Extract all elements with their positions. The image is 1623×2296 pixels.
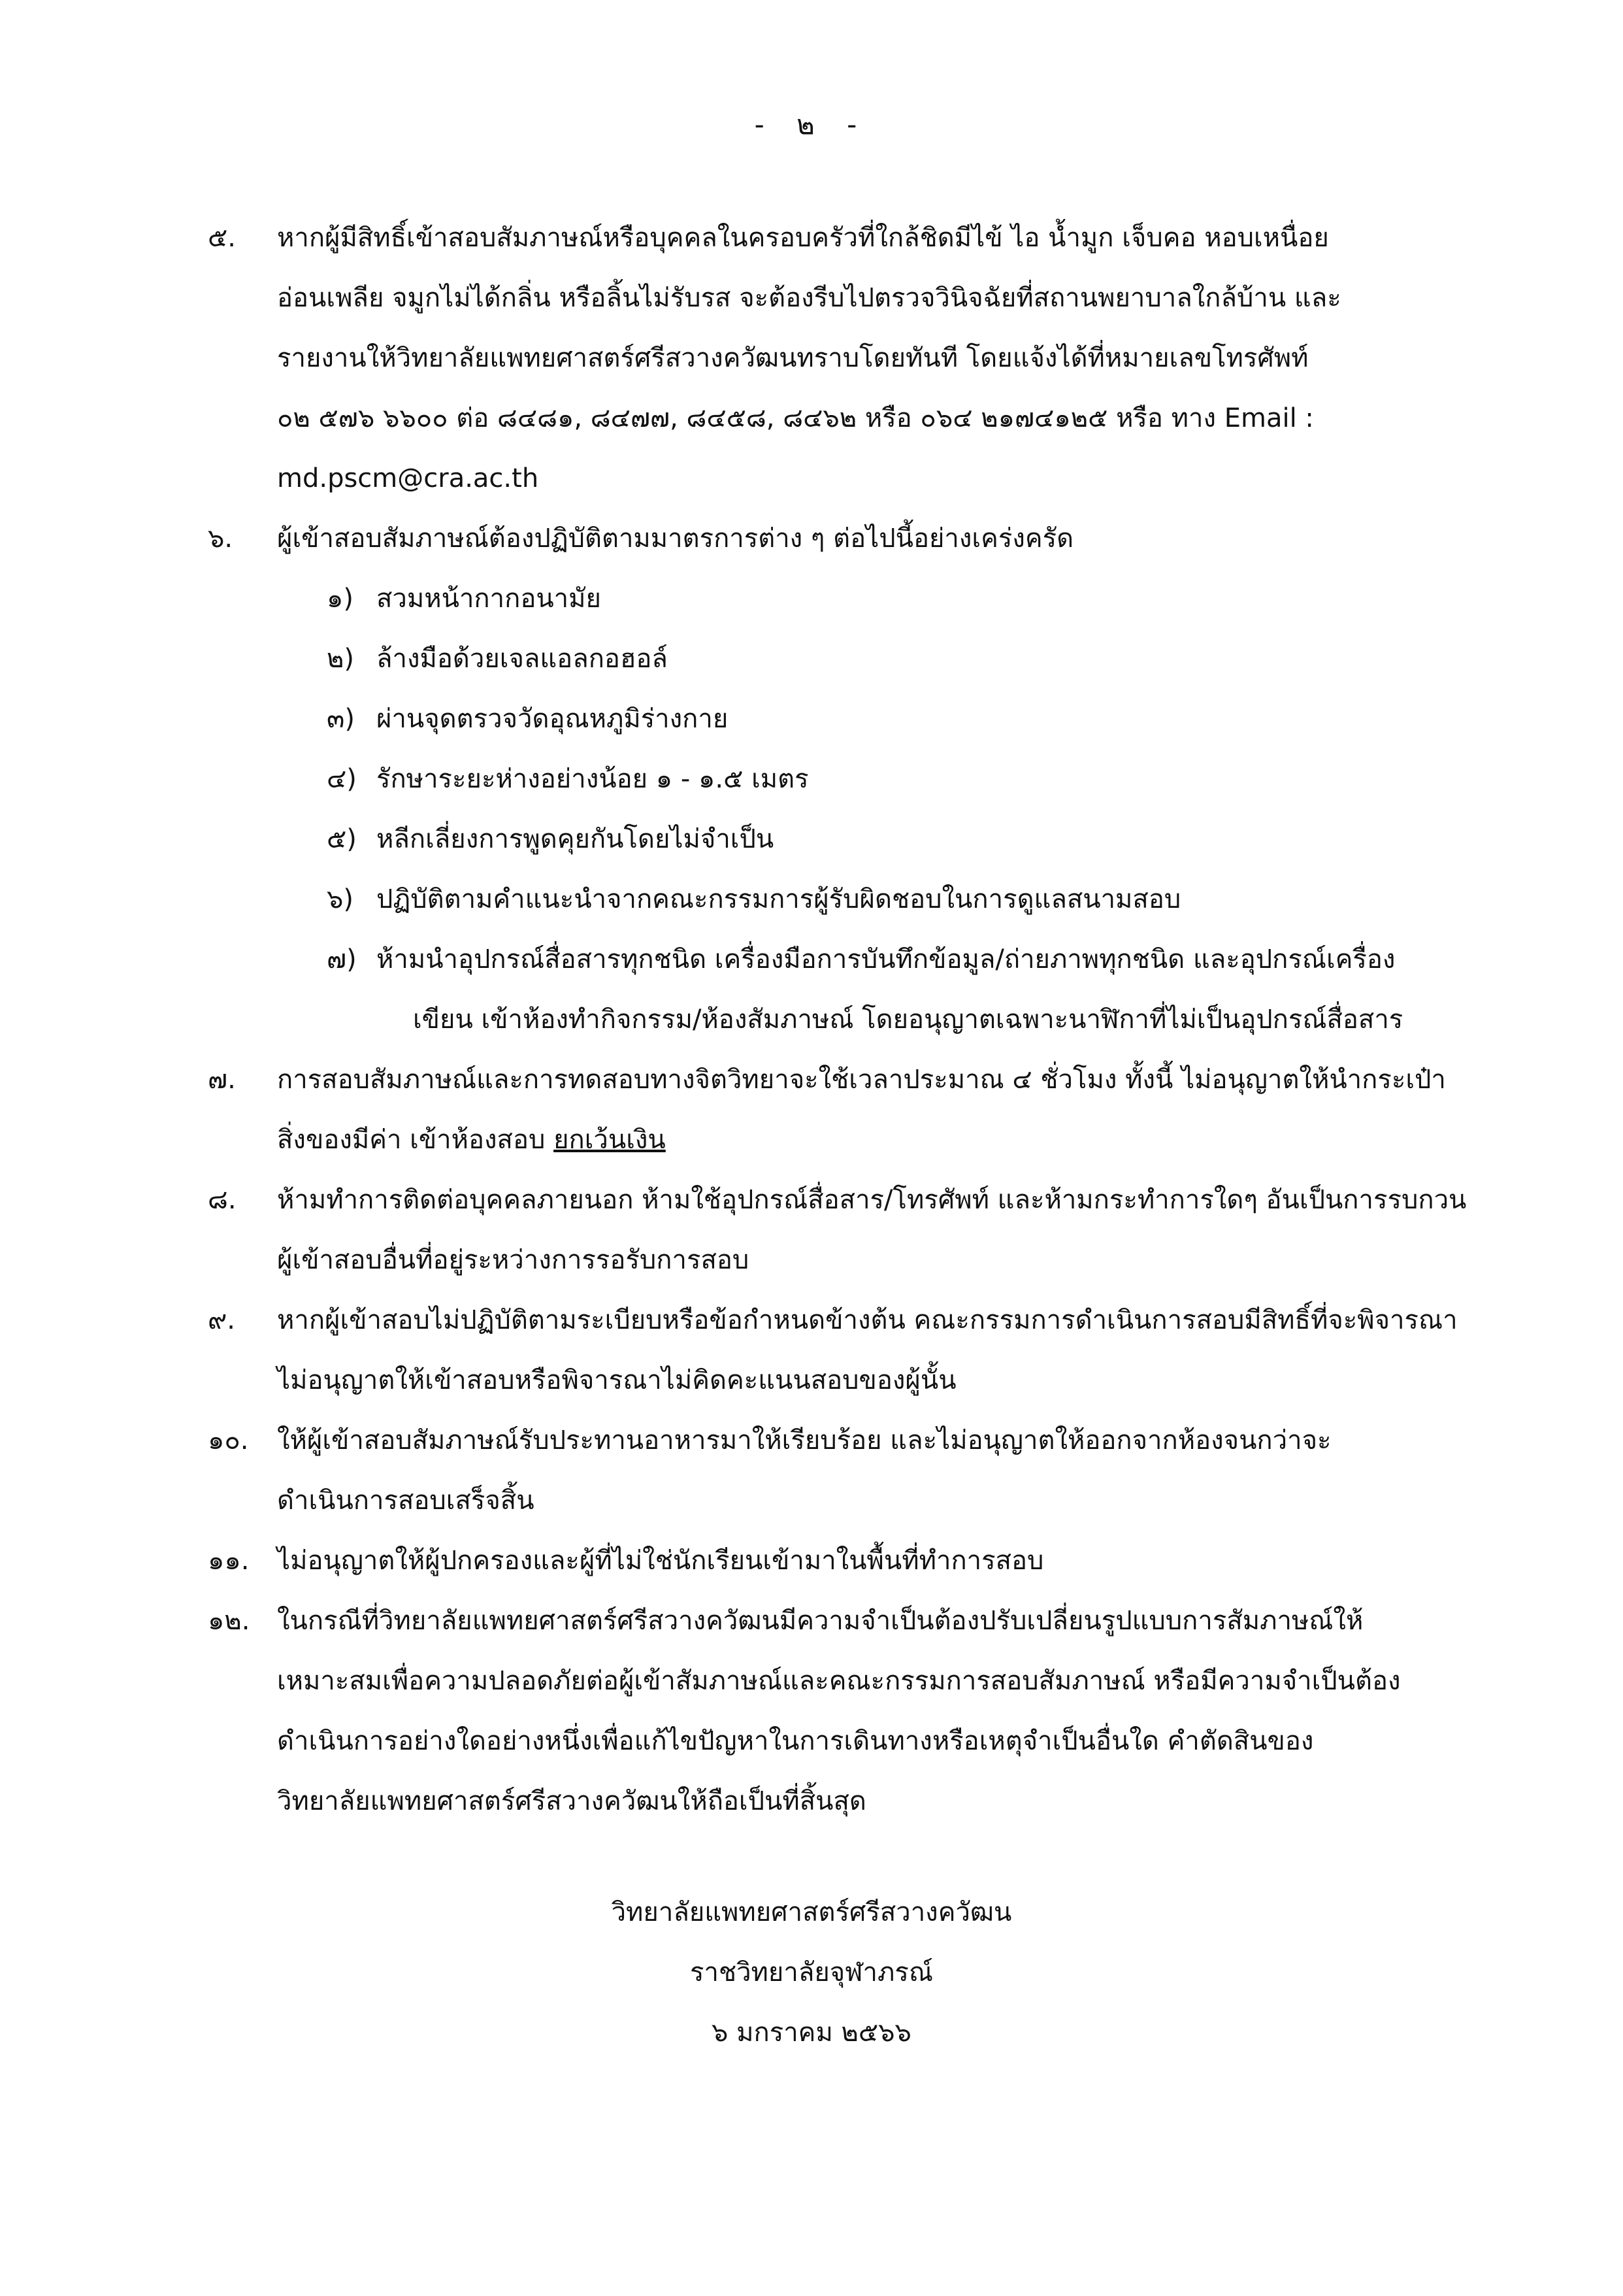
text-line: เขียน เข้าห้องทำกิจกรรม/ห้องสัมภาษณ์ โดยอนุญาตเฉพาะนาฬิกาที่ไม่เป็นอุปกรณ์สื่อสาร (413, 1005, 1403, 1035)
sub-item-1 (208, 569, 1541, 629)
item-text (277, 1591, 1541, 1831)
item-number: ๘. (208, 1185, 237, 1215)
item-text (277, 1050, 1541, 1170)
text-line: ไม่อนุญาตให้เข้าสอบหรือพิจารณาไม่คิดคะแนนสอบของผู้นั้น (277, 1365, 957, 1395)
text-line: หลีกเลี่ยงการพูดคุยกันโดยไม่จำเป็น (376, 824, 774, 854)
item-number: ๗. (208, 1065, 236, 1095)
sub-item-number: ๑) (327, 584, 353, 614)
list-item-5 (208, 208, 1541, 508)
item-text (277, 508, 1541, 569)
item-text (277, 1290, 1541, 1410)
item-text (277, 1410, 1541, 1531)
sub-item-6 (208, 869, 1541, 929)
text-segment: สิ่งของมีค่า เข้าห้องสอบ (277, 1125, 554, 1155)
parent-organization: ราชวิทยาลัยจุฬาภรณ์ (690, 1957, 933, 1988)
sub-item-2 (208, 629, 1541, 689)
text-line: ให้ผู้เข้าสอบสัมภาษณ์รับประทานอาหารมาให้เรียบร้อย และไม่อนุญาตให้ออกจากห้องจนกว่าจะ (277, 1425, 1332, 1456)
text-line: ๐๒ ๕๗๖ ๖๖๐๐ ต่อ ๘๔๘๑, ๘๔๗๗, ๘๔๕๘, ๘๔๖๒ หรือ ๐๖๔ ๒๑๗๔๑๒๕ หรือ ทาง Email : (277, 403, 1314, 433)
sub-item-7 (208, 929, 1541, 1050)
sub-item-number: ๒) (327, 644, 354, 674)
sub-item-number: ๕) (327, 824, 357, 854)
text-line (277, 1110, 1541, 1170)
list-item-12 (208, 1591, 1541, 1831)
list-item-7 (208, 1050, 1541, 1170)
text-line: สวมหน้ากากอนามัย (376, 584, 601, 614)
email-text: md.pscm@cra.ac.th (277, 463, 539, 493)
text-line: วิทยาลัยแพทยศาสตร์ศรีสวางควัฒนให้ถือเป็นที่สิ้นสุด (277, 1786, 866, 1816)
item-number: ๑๑. (208, 1546, 250, 1576)
text-line: อ่อนเพลีย จมูกไม่ได้กลิ่น หรือลิ้นไม่รับรส จะต้องรีบไปตรวจวินิจฉัยที่สถานพยาบาลใกล้บ้าน และ (277, 283, 1341, 313)
sub-item-5 (208, 809, 1541, 869)
list-item-10 (208, 1410, 1541, 1531)
text-line: ในกรณีที่วิทยาลัยแพทยศาสตร์ศรีสวางควัฒนมีความจำเป็นต้องปรับเปลี่ยนรูปแบบการสัมภาษณ์ให้ (277, 1606, 1364, 1636)
document-date: ๖ มกราคม ๒๕๖๖ (712, 2018, 911, 2048)
item-number: ๙. (208, 1305, 236, 1335)
text-line: ดำเนินการสอบเสร็จสิ้น (277, 1486, 534, 1516)
list-item-6 (208, 508, 1541, 569)
text-line: ดำเนินการอย่างใดอย่างหนึ่งเพื่อแก้ไขปัญหาในการเดินทางหรือเหตุจำเป็นอื่นใด คำตัดสินของ (277, 1726, 1314, 1756)
signature-block (0, 1882, 1623, 2063)
list-item-11 (208, 1531, 1541, 1591)
sub-item-number: ๔) (327, 764, 357, 794)
sub-item-number: ๖) (327, 884, 353, 914)
underlined-text: ยกเว้นเงิน (553, 1125, 666, 1155)
document-body (208, 208, 1541, 1831)
sub-item-4 (208, 749, 1541, 809)
item-text (277, 1531, 1541, 1591)
text-line: ผู้เข้าสอบอื่นที่อยู่ระหว่างการรอรับการสอบ (277, 1245, 749, 1275)
sub-item-number: ๗) (327, 944, 357, 974)
text-line: รักษาระยะห่างอย่างน้อย ๑ - ๑.๕ เมตร (376, 764, 809, 794)
item-text (277, 1170, 1541, 1290)
text-line: ปฏิบัติตามคำแนะนำจากคณะกรรมการผู้รับผิดชอบในการดูแลสนามสอบ (376, 884, 1181, 914)
text-line: การสอบสัมภาษณ์และการทดสอบทางจิตวิทยาจะใช้เวลาประมาณ ๔ ชั่วโมง ทั้งนี้ ไม่อนุญาตให้นำกระเป๋า (277, 1065, 1446, 1095)
sub-item-3 (208, 689, 1541, 749)
text-line: ผ่านจุดตรวจวัดอุณหภูมิร่างกาย (376, 704, 729, 734)
text-line: รายงานให้วิทยาลัยแพทยศาสตร์ศรีสวางควัฒนทราบโดยทันที โดยแจ้งได้ที่หมายเลขโทรศัพท์ (277, 343, 1309, 373)
list-item-8 (208, 1170, 1541, 1290)
text-line: ห้ามนำอุปกรณ์สื่อสารทุกชนิด เครื่องมือการบันทึกข้อมูล/ถ่ายภาพทุกชนิด และอุปกรณ์เครื่อง (376, 944, 1396, 974)
sub-item-number: ๓) (327, 704, 355, 734)
page-number: - ๒ - (754, 108, 869, 141)
text-line: เหมาะสมเพื่อความปลอดภัยต่อผู้เข้าสัมภาษณ์และคณะกรรมการสอบสัมภาษณ์ หรือมีความจำเป็นต้อง (277, 1666, 1401, 1696)
text-line: ล้างมือด้วยเจลแอลกอฮอล์ (376, 644, 668, 674)
item-text (277, 208, 1541, 508)
text-line: หากผู้เข้าสอบไม่ปฏิบัติตามระเบียบหรือข้อกำหนดข้างต้น คณะกรรมการดำเนินการสอบมีสิทธิ์ที่จะพิจารณา (277, 1305, 1458, 1335)
item-number: ๑๒. (208, 1606, 250, 1636)
item-number: ๑๐. (208, 1425, 249, 1456)
item-number: ๕. (208, 223, 236, 253)
text-line: หากผู้มีสิทธิ์เข้าสอบสัมภาษณ์หรือบุคคลในครอบครัวที่ใกล้ชิดมีไข้ ไอ น้ำมูก เจ็บคอ หอบเหนื่อย (277, 223, 1329, 253)
text-line: ไม่อนุญาตให้ผู้ปกครองและผู้ที่ไม่ใช่นักเรียนเข้ามาในพื้นที่ทำการสอบ (277, 1546, 1044, 1576)
item-number: ๖. (208, 524, 233, 554)
text-line: ผู้เข้าสอบสัมภาษณ์ต้องปฏิบัติตามมาตรการต่าง ๆ ต่อไปนี้อย่างเคร่งครัด (277, 524, 1074, 554)
organization-name: วิทยาลัยแพทยศาสตร์ศรีสวางควัฒน (611, 1897, 1012, 1927)
text-line: ห้ามทำการติดต่อบุคคลภายนอก ห้ามใช้อุปกรณ์สื่อสาร/โทรศัพท์ และห้ามกระทำการใดๆ อันเป็นการรบกวน (277, 1185, 1467, 1215)
list-item-9 (208, 1290, 1541, 1410)
